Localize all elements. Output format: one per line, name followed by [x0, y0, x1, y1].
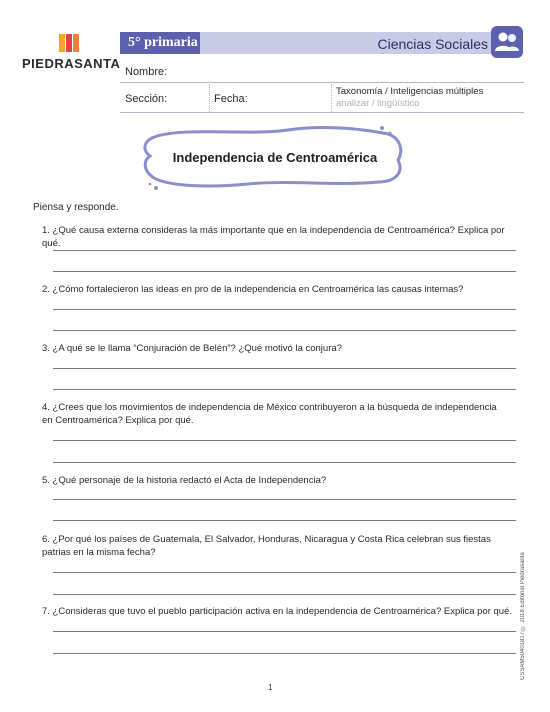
question-3: 3. ¿A qué se le llama “Conjuración de Belén”? ¿Qué motivó la conjura? [42, 343, 342, 354]
taxonomia-value: analizar / lingüístico [336, 98, 420, 109]
logo-book-icon [58, 32, 80, 54]
answer-line[interactable] [53, 572, 516, 573]
grade-label: 5° primaria [120, 32, 200, 54]
field-divider [331, 84, 332, 112]
field-divider [209, 84, 210, 112]
question-2: 2. ¿Cómo fortalecieron las ideas en pro de la independencia en Centroamérica las causas internas? [42, 284, 464, 295]
fields-bottom-line [120, 112, 524, 113]
answer-line[interactable] [53, 631, 516, 632]
answer-line[interactable] [53, 653, 516, 654]
answer-line[interactable] [53, 330, 516, 331]
instruction-text: Piensa y responde. [33, 202, 119, 213]
taxonomia-label: Taxonomía / Inteligencias múltiples [336, 86, 484, 97]
answer-line[interactable] [53, 440, 516, 441]
answer-line[interactable] [53, 368, 516, 369]
nombre-label: Nombre: [125, 66, 168, 78]
page-number: 1 [268, 683, 273, 692]
answer-line[interactable] [53, 309, 516, 310]
answer-line[interactable] [53, 250, 516, 251]
answer-line[interactable] [53, 462, 516, 463]
answer-line[interactable] [53, 594, 516, 595]
copyright-note: CSSAM50401817 © 2018 Editorial Piedrasanta [520, 552, 526, 680]
question-6: 6. ¿Por qué los países de Guatemala, El Salvador, Honduras, Nicaragua y Costa Rica celebran sus fiestas patrias en la misma fecha? [42, 534, 491, 558]
answer-line[interactable] [53, 271, 516, 272]
question-5: 5. ¿Qué personaje de la historia redactó el Acta de Independencia? [42, 475, 327, 486]
answer-line[interactable] [53, 389, 516, 390]
nombre-line [120, 82, 524, 83]
worksheet-title: Independencia de Centroamérica [172, 150, 378, 165]
question-7: 7. ¿Consideras que tuvo el pueblo participación activa en la independencia de Centroamérica? Explica por qué. [42, 606, 513, 617]
answer-line[interactable] [53, 499, 516, 500]
people-icon [491, 26, 523, 58]
question-4: 4. ¿Crees que los movimientos de independencia de México contribuyeron a la búsqueda de independencia en Centroamérica? Explica por qué. [42, 402, 497, 426]
question-1: 1. ¿Qué causa externa consideras la más importante que en la independencia de Centroamérica? Explica por qué. [42, 225, 505, 249]
answer-line[interactable] [53, 520, 516, 521]
fecha-label: Fecha: [214, 93, 248, 105]
publisher-logo: PIEDRASANTA [22, 56, 121, 71]
seccion-label: Sección: [125, 93, 168, 105]
subject-title: Ciencias Sociales [377, 36, 488, 52]
